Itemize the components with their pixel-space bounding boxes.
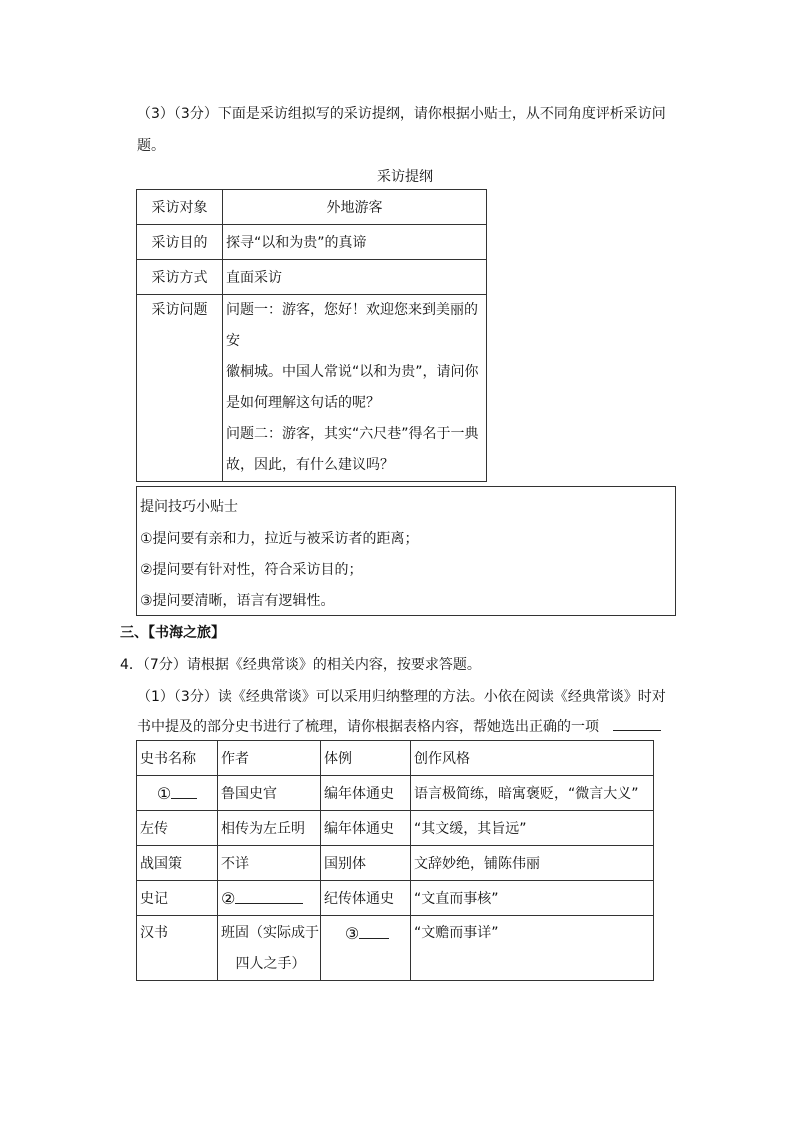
q3-stem-line1: （3）（3分）下面是采访组拟写的采访提纲，请你根据小贴士，从不同角度评析采访问: [137, 106, 666, 122]
author-line: 班固（实际成于: [221, 925, 319, 941]
tip-item: ②提问要有针对性，符合采访目的；: [140, 562, 363, 578]
tip-item: ①提问要有亲和力，拉近与被采访者的距离；: [140, 531, 419, 547]
author-line: 四人之手）: [235, 956, 306, 972]
author-cell: [218, 881, 321, 916]
answer-blank-2[interactable]: [235, 889, 303, 904]
style-cell: 编年体通史: [321, 811, 411, 846]
feature-cell: 文辞妙绝，铺陈伟丽: [411, 846, 654, 881]
q4-stem: 4．（7分）请根据《经典常谈》的相关内容，按要求答题。: [120, 657, 481, 673]
table-row: [137, 260, 487, 295]
cell-label: 采访对象: [137, 190, 223, 225]
table-row: [137, 225, 487, 260]
author-cell: [218, 916, 321, 981]
q4-sub1-line1: （1）（3分）读《经典常谈》可以采用归纳整理的方法。小依在阅读《经典常谈》时对: [137, 689, 666, 705]
author-cell: 鲁国史官: [218, 776, 321, 811]
author-cell: 相传为左丘明: [218, 811, 321, 846]
cell-value: 外地游客: [223, 190, 487, 225]
header-cell: 创作风格: [411, 741, 654, 776]
answer-blank-3[interactable]: [359, 924, 389, 939]
book-name-cell: [137, 776, 218, 811]
table-header-row: [137, 741, 654, 776]
tip-item: ③提问要清晰，语言有逻辑性。: [140, 593, 335, 609]
table-row: [137, 811, 654, 846]
q3-stem-line2: 题。: [137, 138, 165, 154]
style-cell: 纪传体通史: [321, 881, 411, 916]
questions-cell: [223, 295, 487, 482]
interview-outline-title: 采访提纲: [377, 169, 433, 185]
cell-value: 直面采访: [223, 260, 487, 295]
question-line: 问题一：游客，您好！欢迎您来到美丽的安: [226, 302, 478, 349]
question-line: 问题二：游客，其实“六尺巷”得名于一典: [226, 426, 479, 442]
style-cell: 国别体: [321, 846, 411, 881]
blank-marker-2: ②: [221, 888, 236, 908]
table-row: [137, 916, 654, 981]
feature-cell: “文赡而事详”: [411, 916, 654, 981]
history-books-table: [136, 740, 654, 981]
feature-cell: “其文缓，其旨远”: [411, 811, 654, 846]
book-name-cell: 战国策: [137, 846, 218, 881]
style-cell: [321, 916, 411, 981]
q4-sub1-line2-text: 书中提及的部分史书进行了梳理，请你根据表格内容，帮她选出正确的一项: [137, 719, 599, 735]
book-name-cell: 左传: [137, 811, 218, 846]
table-row: [137, 295, 487, 482]
feature-cell: 语言极简练，暗寓褒贬，“微言大义”: [411, 776, 654, 811]
question-line: 徽桐城。中国人常说“以和为贵”，请问你: [226, 364, 479, 380]
interview-outline-table: [136, 189, 487, 482]
author-cell: 不详: [218, 846, 321, 881]
table-row: [137, 190, 487, 225]
cell-label: 采访方式: [137, 260, 223, 295]
table-row: [137, 776, 654, 811]
cell-label: 采访问题: [137, 295, 223, 482]
tips-title: 提问技巧小贴士: [140, 499, 238, 515]
book-name-cell: 史记: [137, 881, 218, 916]
header-cell: 体例: [321, 741, 411, 776]
section-heading: 三、【书海之旅】: [120, 625, 225, 641]
table-row: [137, 846, 654, 881]
cell-label: 采访目的: [137, 225, 223, 260]
blank-marker-3: ③: [344, 924, 360, 943]
cell-value: 探寻“以和为贵”的真谛: [223, 225, 487, 260]
blank-marker-1: ①: [156, 783, 172, 803]
tips-box: [136, 486, 676, 616]
q4-sub1-line2: [137, 716, 661, 736]
header-cell: 史书名称: [137, 741, 218, 776]
book-name-cell: 汉书: [137, 916, 218, 981]
answer-blank-1[interactable]: [171, 784, 197, 799]
table-row: [137, 881, 654, 916]
question-line: 是如何理解这句话的呢？: [226, 395, 380, 411]
header-cell: 作者: [218, 741, 321, 776]
question-line: 故，因此，有什么建议吗？: [226, 457, 394, 473]
answer-blank[interactable]: [613, 716, 661, 731]
style-cell: 编年体通史: [321, 776, 411, 811]
feature-cell: “文直而事核”: [411, 881, 654, 916]
